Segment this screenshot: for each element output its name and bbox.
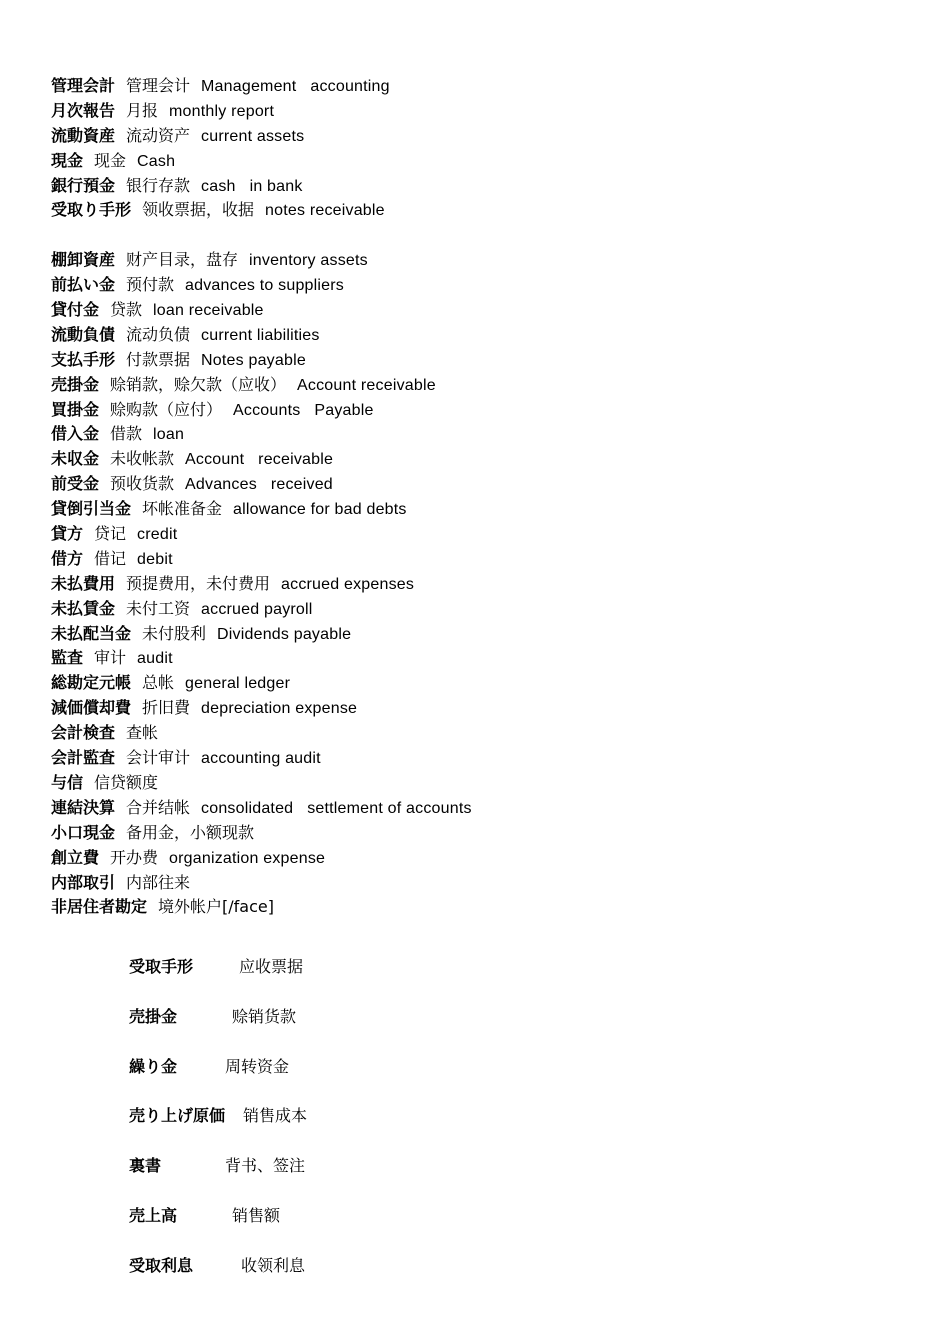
japanese-term: 会計検査 [51, 723, 116, 743]
chinese-term: 开办费 [110, 847, 159, 867]
glossary-entry [51, 796, 472, 821]
english-term: loan receivable [153, 302, 264, 320]
chinese-term: 收领利息 [241, 1255, 306, 1275]
chinese-term: 赊销货款 [232, 1006, 297, 1026]
glossary-entry [51, 746, 472, 771]
japanese-term: 未払配当金 [51, 623, 132, 643]
japanese-term: 現金 [51, 150, 84, 170]
japanese-term: 未払費用 [51, 573, 116, 593]
glossary-entry [51, 248, 472, 273]
glossary-entry [51, 622, 472, 647]
chinese-term: 银行存款 [126, 175, 191, 195]
english-term: accounting audit [201, 750, 321, 768]
glossary-entry [51, 771, 472, 796]
chinese-term: 境外帐户[/face] [158, 897, 274, 917]
japanese-term: 減価償却費 [51, 698, 132, 718]
english-term: Cash [137, 152, 176, 170]
english-term: accrued expenses [281, 575, 415, 593]
japanese-term: 流動資産 [51, 125, 116, 145]
japanese-term: 受取利息 [129, 1255, 194, 1275]
english-term: Notes payable [201, 351, 306, 369]
chinese-term: 赊销款，赊欠款（应收） [110, 374, 287, 394]
english-term: consolidated settlement of accounts [201, 799, 472, 817]
japanese-term: 小口現金 [51, 822, 116, 842]
chinese-term: 预收货款 [110, 474, 175, 494]
glossary-entry [51, 198, 472, 223]
english-term: audit [137, 650, 173, 668]
chinese-term: 内部往来 [126, 872, 191, 892]
english-term: Dividends payable [217, 625, 352, 643]
chinese-term: 周转资金 [225, 1056, 290, 1076]
short-glossary-entry [129, 953, 307, 1003]
chinese-term: 流动资产 [126, 125, 191, 145]
glossary-entry [51, 348, 472, 373]
japanese-term: 銀行預金 [51, 175, 116, 195]
chinese-term: 贷记 [94, 524, 127, 544]
chinese-term: 背书、签注 [225, 1156, 306, 1176]
english-term: current assets [201, 127, 305, 145]
japanese-term: 売掛金 [129, 1006, 178, 1026]
english-term: current liabilities [201, 326, 320, 344]
chinese-term: 应收票据 [239, 957, 304, 976]
english-term: Account receivable [297, 376, 436, 394]
glossary-entry [51, 99, 472, 124]
chinese-term: 借记 [94, 548, 127, 568]
english-term: general ledger [185, 675, 291, 693]
chinese-term: 信贷额度 [94, 772, 159, 792]
japanese-term: 支払手形 [51, 349, 116, 369]
japanese-term: 借入金 [51, 424, 100, 444]
japanese-term: 管理会計 [51, 76, 116, 95]
english-term: Accounts Payable [233, 401, 374, 419]
english-term: credit [137, 526, 178, 544]
japanese-term: 連結決算 [51, 797, 116, 817]
japanese-term: 繰り金 [129, 1056, 178, 1076]
glossary-entry [51, 821, 472, 846]
chinese-term: 备用金，小额现款 [126, 822, 255, 842]
japanese-term: 未払賃金 [51, 598, 116, 618]
chinese-term: 现金 [94, 150, 127, 170]
glossary-entry [51, 298, 472, 323]
japanese-term: 会計監査 [51, 748, 116, 768]
english-term: Management accounting [201, 78, 390, 95]
glossary-entry [51, 597, 472, 622]
japanese-term: 貸倒引当金 [51, 499, 132, 519]
japanese-term: 借方 [51, 548, 84, 568]
japanese-term: 買掛金 [51, 399, 100, 419]
chinese-term: 未收帐款 [110, 449, 175, 469]
glossary-entry [51, 174, 472, 199]
glossary-entry [51, 373, 472, 398]
japanese-term: 監査 [51, 648, 84, 668]
chinese-term: 贷款 [110, 300, 143, 320]
glossary-entry [51, 447, 472, 472]
chinese-term: 领收票据，收据 [142, 200, 255, 220]
chinese-term: 赊购款（应付） [110, 399, 223, 419]
chinese-term: 折旧費 [142, 698, 191, 718]
japanese-term: 受取手形 [129, 957, 194, 976]
chinese-term: 预提费用，未付费用 [126, 573, 271, 593]
japanese-term: 売り上げ原価 [129, 1106, 226, 1126]
chinese-term: 会计审计 [126, 748, 191, 768]
short-glossary-entry [129, 1053, 307, 1103]
glossary-entry [51, 895, 472, 920]
english-term: accrued payroll [201, 600, 313, 618]
glossary-entry [51, 721, 472, 746]
glossary-entry [51, 696, 472, 721]
glossary-entry [51, 124, 472, 149]
japanese-term: 与信 [51, 772, 84, 792]
japanese-term: 前払い金 [51, 275, 116, 295]
glossary-entry [51, 323, 472, 348]
japanese-term: 創立費 [51, 847, 100, 867]
japanese-term: 月次報告 [51, 100, 116, 120]
glossary-entry [51, 472, 472, 497]
glossary-entry [51, 149, 472, 174]
chinese-term: 销售成本 [243, 1106, 308, 1126]
english-term: loan [153, 426, 185, 444]
short-glossary-entry [129, 1202, 307, 1252]
chinese-term: 管理会计 [126, 76, 191, 95]
japanese-term: 貸方 [51, 524, 84, 544]
short-glossary-entry [129, 1003, 307, 1053]
glossary-entry [51, 522, 472, 547]
chinese-term: 未付工资 [126, 598, 191, 618]
english-term: depreciation expense [201, 700, 358, 718]
english-term: cash in bank [201, 177, 303, 195]
english-term: allowance for bad debts [233, 501, 407, 519]
chinese-term: 合并结帐 [126, 797, 191, 817]
chinese-term: 流动负债 [126, 324, 191, 344]
glossary-entry [51, 398, 472, 423]
glossary-entry [51, 547, 472, 572]
short-glossary-entry [129, 1102, 307, 1152]
english-term: advances to suppliers [185, 277, 344, 295]
english-term: notes receivable [265, 202, 385, 220]
glossary-entry [51, 273, 472, 298]
chinese-term: 未付股利 [142, 623, 207, 643]
chinese-term: 销售额 [232, 1205, 281, 1225]
short-glossary-entry [129, 1252, 307, 1302]
chinese-term: 借款 [110, 424, 143, 444]
japanese-term: 棚卸資産 [51, 250, 116, 270]
english-term: monthly report [169, 102, 275, 120]
english-term: Account receivable [185, 451, 334, 469]
japanese-term: 受取り手形 [51, 200, 132, 220]
japanese-term: 前受金 [51, 474, 100, 494]
glossary-entry [51, 646, 472, 671]
english-term: debit [137, 550, 173, 568]
short-glossary-list [129, 953, 307, 1302]
chinese-term: 审计 [94, 648, 127, 668]
japanese-term: 総勘定元帳 [51, 673, 132, 693]
japanese-term: 流動負債 [51, 324, 116, 344]
japanese-term: 内部取引 [51, 872, 116, 892]
japanese-term: 非居住者勘定 [51, 897, 148, 917]
glossary-list [51, 74, 472, 920]
chinese-term: 预付款 [126, 275, 175, 295]
chinese-term: 查帐 [126, 723, 159, 743]
japanese-term: 売上高 [129, 1205, 178, 1225]
glossary-entry [51, 497, 472, 522]
english-term: inventory assets [249, 252, 368, 270]
glossary-entry [51, 572, 472, 597]
english-term: Advances received [185, 476, 333, 494]
glossary-entry [51, 871, 472, 896]
blank-line [51, 223, 472, 248]
glossary-entry [51, 74, 472, 99]
japanese-term: 売掛金 [51, 374, 100, 394]
glossary-entry [51, 422, 472, 447]
english-term: organization expense [169, 849, 326, 867]
short-glossary-entry [129, 1152, 307, 1202]
chinese-term: 月报 [126, 100, 159, 120]
chinese-term: 付款票据 [126, 349, 191, 369]
chinese-term: 坏帐准备金 [142, 499, 223, 519]
chinese-term: 财产目录，盘存 [126, 250, 239, 270]
japanese-term: 未収金 [51, 449, 100, 469]
japanese-term: 裏書 [129, 1156, 162, 1176]
chinese-term: 总帐 [142, 673, 175, 693]
glossary-entry [51, 846, 472, 871]
glossary-entry [51, 671, 472, 696]
japanese-term: 貸付金 [51, 300, 100, 320]
